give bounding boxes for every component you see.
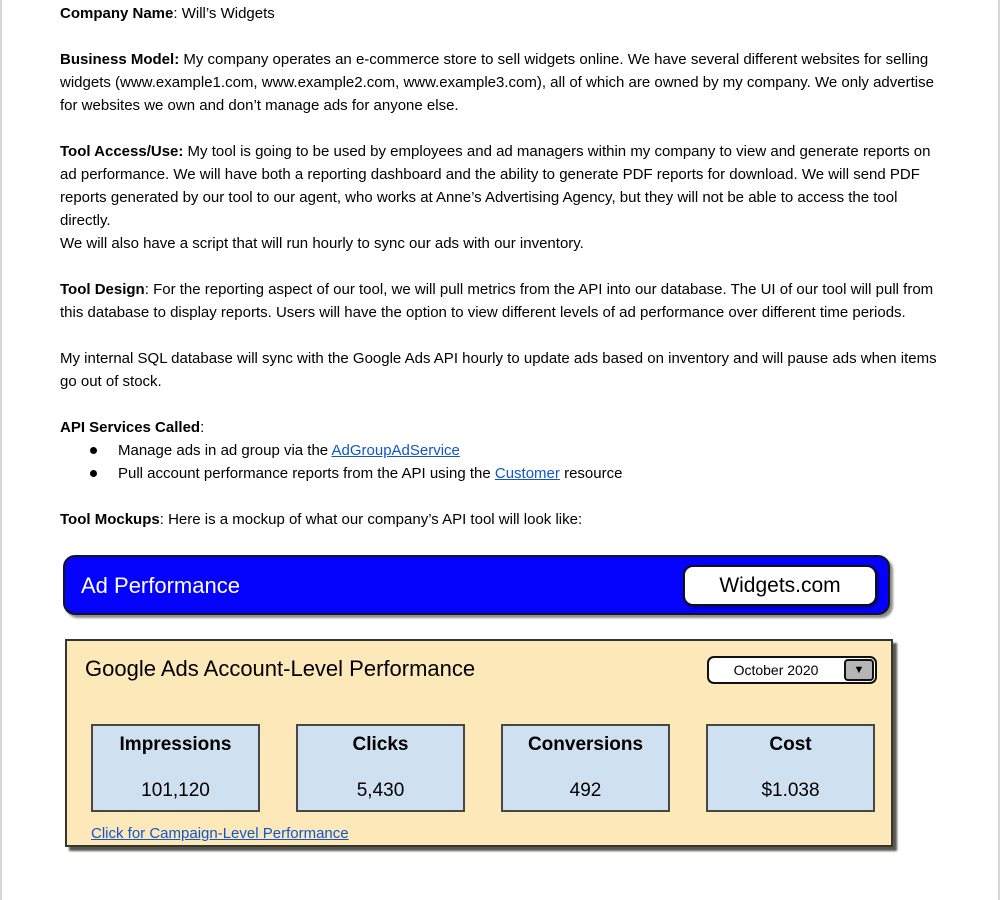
widgets-site-button-label: Widgets.com: [719, 573, 841, 597]
mockup-header-banner: [63, 555, 890, 615]
account-performance-panel: [65, 639, 893, 847]
company-name-text: : Will’s Widgets: [173, 5, 275, 22]
metric-label: Conversions: [527, 734, 644, 755]
tool-mockups-label: Tool Mockups: [60, 511, 160, 528]
metric-value: 101,120: [141, 780, 210, 801]
sql-note-paragraph: [60, 347, 940, 393]
impressions-card: [91, 724, 260, 812]
metric-value: 5,430: [356, 780, 405, 801]
tool-access-text: My tool is going to be used by employees and ad managers within my company to view and generate reports on ad performance. We will have both a reporting dashboard and the ability to generate PDF reports for download. We will send PDF reports generated by our tool to our agent, who works at Anne’s Advertising Agency, but they will not be able to access the tool directly.: [60, 143, 931, 229]
list-item: [60, 462, 940, 485]
bullet-icon: [90, 470, 97, 477]
metric-value: $1.038: [761, 780, 820, 801]
tool-design-label: Tool Design: [60, 281, 145, 298]
sql-note-text: My internal SQL database will sync with the Google Ads API hourly to update ads based on inventory and will pause ads when items go out of stock.: [60, 350, 937, 390]
business-model-text: My company operates an e-commerce store to sell widgets online. We have several different websites for selling widgets (www.example1.com, www.example2.com, www.example3.com), all of which are owned by my company. We only advertise for websites we own and don’t manage ads for anyone else.: [60, 51, 934, 114]
business-model-label: Business Model:: [60, 51, 180, 68]
tool-mockups-paragraph: [60, 508, 940, 531]
bullet-text-post: resource: [559, 465, 623, 482]
banner-title: Ad Performance: [81, 572, 240, 598]
adgroupadservice-link[interactable]: AdGroupAdService: [331, 442, 460, 459]
tool-access-label: Tool Access/Use:: [60, 143, 184, 160]
month-dropdown[interactable]: [707, 656, 877, 684]
bullet-text-pre: Pull account performance reports from the API using the: [118, 465, 495, 482]
list-item: [60, 439, 940, 462]
bullet-icon: [90, 447, 97, 454]
api-services-heading: [60, 416, 940, 439]
conversions-card: [501, 724, 670, 812]
tool-mockups-text: : Here is a mockup of what our company’s API tool will look like:: [159, 511, 583, 528]
panel-footer: [91, 825, 891, 843]
metric-label: Cost: [769, 734, 812, 755]
metric-label: Impressions: [119, 734, 232, 755]
document-content: [2, 0, 998, 847]
month-dropdown-value: October 2020: [733, 661, 819, 678]
cost-card: [706, 724, 875, 812]
tool-design-paragraph: [60, 278, 940, 324]
campaign-level-link[interactable]: Click for Campaign-Level Performance: [91, 825, 349, 842]
panel-header: [67, 641, 891, 684]
api-services-colon: :: [200, 419, 205, 436]
customer-link[interactable]: Customer: [494, 465, 560, 482]
tool-design-text: : For the reporting aspect of our tool, we will pull metrics from the API into our database. The UI of our tool will pull from this database to display reports. Users will have the option to view different levels of ad performance over different time periods.: [60, 281, 934, 321]
widgets-site-button[interactable]: [683, 565, 877, 606]
api-services-label: API Services Called: [60, 419, 201, 436]
tool-access-paragraph: [60, 140, 940, 255]
company-name-paragraph: [60, 2, 940, 25]
metric-cards-row: [91, 724, 875, 812]
business-model-paragraph: [60, 48, 940, 117]
bullet-text-pre: Manage ads in ad group via the: [118, 442, 332, 459]
api-services-list: [60, 439, 940, 485]
clicks-card: [296, 724, 465, 812]
metric-value: 492: [569, 780, 602, 801]
company-name-label: Company Name: [60, 5, 174, 22]
tool-access-text2: We will also have a script that will run hourly to sync our ads with our inventory.: [60, 235, 584, 252]
chevron-down-icon[interactable]: ▼: [844, 659, 874, 681]
metric-label: Clicks: [352, 734, 409, 755]
panel-title: Google Ads Account-Level Performance: [85, 656, 476, 681]
